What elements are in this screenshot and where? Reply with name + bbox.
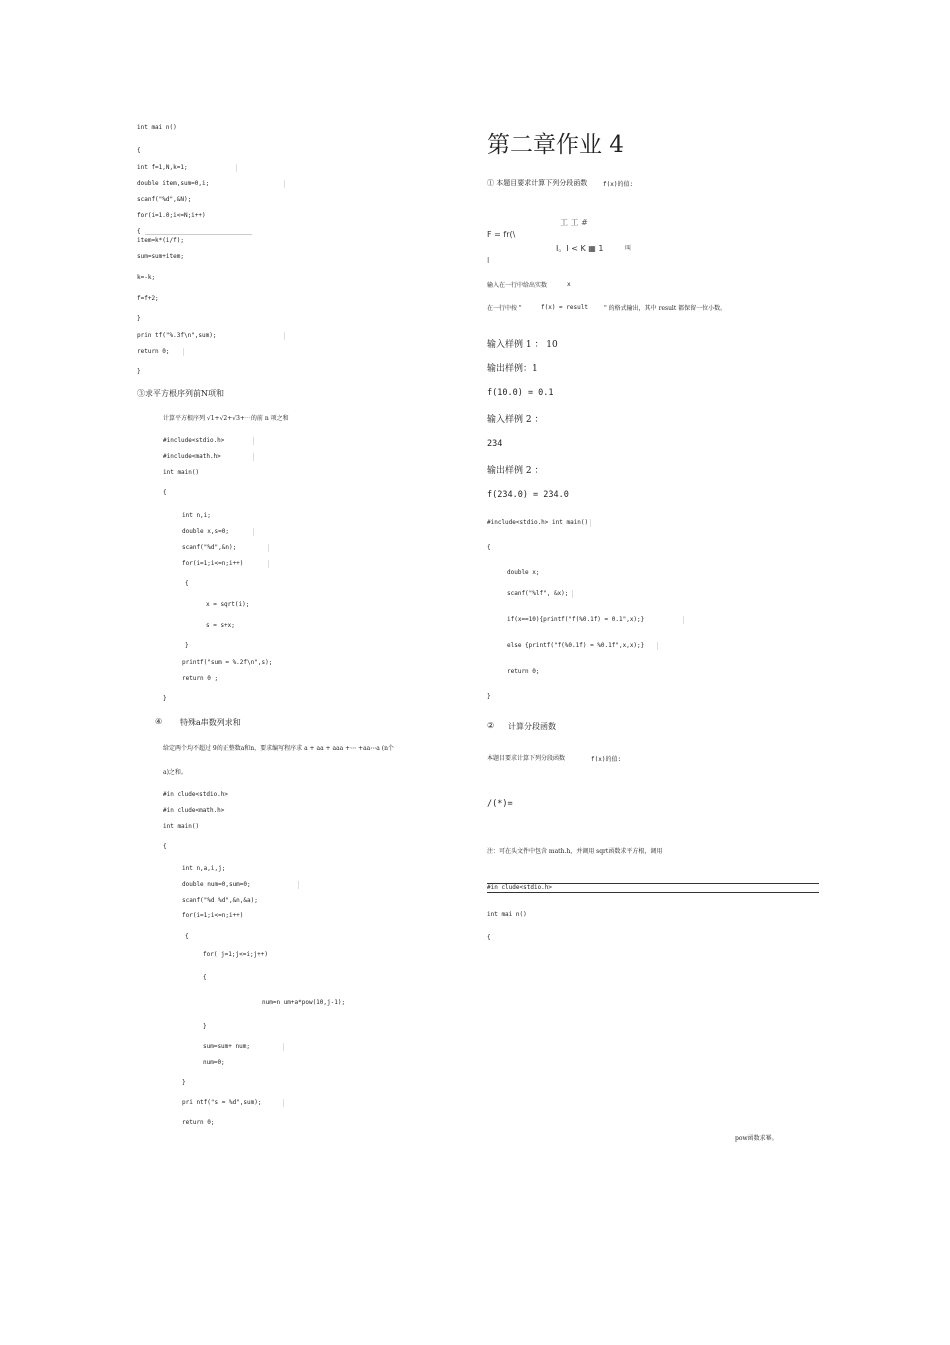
section-4-title: 特殊a串数列求和 [180, 718, 241, 727]
code-line: #include<math.h> [163, 453, 221, 460]
code-line: scanf("%d",&N); [137, 196, 192, 203]
input-desc: 输入在一行中给出实数 [487, 282, 548, 289]
code-line: for( j=1;j<=i;j++) [203, 951, 269, 958]
margin-mark [298, 881, 299, 889]
output-desc-c: " 的格式输出，其中 result 都保留一位小数。 [604, 305, 727, 312]
divider [145, 234, 252, 235]
margin-mark [657, 642, 658, 650]
code-line: int n,a,i,j; [182, 865, 226, 872]
code-line: #in clude<math.h> [163, 807, 225, 814]
code-line: } [185, 642, 189, 649]
fx-label: /(*)= [487, 799, 513, 809]
code-line: if(x==10){printf("f(%0.1f) = 0.1",x);} [507, 616, 645, 623]
section-4-number: ④ [155, 717, 163, 726]
code-line: #in clude<stdio.h> [163, 791, 229, 798]
code-line: #include<stdio.h> [163, 437, 225, 444]
margin-mark [683, 616, 684, 624]
code-line: int n,i; [182, 512, 211, 519]
note: 注：可在头文件中包含 math.h，并调用 sqrt函数求平方根，调用 [487, 848, 663, 855]
code-line: } [137, 368, 141, 375]
code-line: for(i=1.0;i<=N;i++) [137, 212, 206, 219]
margin-mark [253, 528, 254, 536]
code-line: k=-k; [137, 274, 156, 281]
margin-mark [183, 348, 184, 356]
sample-input-2: 输入样例 2 ： [487, 415, 544, 425]
code-line: int main() [163, 469, 200, 476]
code-line: int mai n() [137, 124, 177, 131]
margin-mark [572, 590, 573, 598]
page-title: 第二章作业 4 [487, 132, 624, 158]
code-line: sum=sum+ num; [203, 1043, 250, 1050]
code-line: double item,sum=0,i; [137, 180, 210, 187]
formula-small: 叫 [625, 245, 632, 252]
code-line: #include<stdio.h> int main() [487, 519, 589, 526]
code-line: #in clude<stdio.h> [487, 884, 553, 891]
section-1-fx: f(x)的值: [603, 181, 634, 188]
formula-bottom: I [487, 256, 490, 265]
sample-output-2: 输出样例 2 ： [487, 466, 544, 476]
sample-output-1: 输出样例：1 [487, 364, 538, 374]
code-line: int mai n() [487, 911, 527, 918]
margin-mark [253, 437, 254, 445]
sample-output-1-value: f(10.0) = 0.1 [487, 388, 554, 398]
formula-left: F = fr(\ [487, 230, 516, 239]
code-line: { [137, 228, 141, 235]
sample-output-2-value: f(234.0) = 234.0 [487, 490, 569, 500]
code-line: double x; [507, 569, 540, 576]
margin-mark [268, 560, 269, 568]
code-line: } [137, 315, 141, 322]
code-line: return 0 ; [182, 675, 219, 682]
code-line: return 0; [507, 668, 540, 675]
margin-mark [284, 332, 285, 340]
output-desc-a: 在一行中按 " [487, 305, 522, 312]
code-line: int f=1,N,k=1; [137, 164, 188, 171]
section-3-desc: 计算平方根序列 √1+√2+√3+⋯的前 n 项之和 [163, 415, 289, 422]
code-line: num=n um+a*pow(10,j-1); [262, 999, 346, 1006]
input-var: x [567, 281, 571, 288]
code-line: f=f+2; [137, 295, 159, 302]
margin-mark [236, 164, 237, 172]
margin-mark [268, 544, 269, 552]
margin-mark [253, 453, 254, 461]
code-line: return 0; [137, 348, 170, 355]
margin-mark [284, 180, 285, 188]
section-4-desc: 给定两个均不超过 9的正整数a和n，要求编写程序求 a + aa + aaa +⋯ +aa⋯a (n个 [163, 745, 394, 752]
code-line: x = sqrt(i); [206, 601, 250, 608]
code-line: scanf("%lf", &x); [507, 590, 569, 597]
code-line: { [185, 933, 189, 940]
margin-mark [590, 519, 591, 527]
sample-input-1: 输入样例 1 ： 10 [487, 340, 558, 350]
section-2-fx: f(x)的值: [591, 756, 622, 763]
code-line: s = s+x; [206, 622, 235, 629]
formula-right: I。I < K ▦ 1 [556, 244, 604, 253]
sample-input-2-value: 234 [487, 439, 503, 449]
code-line: double num=0,sum=0; [182, 881, 251, 888]
section-4-desc-cont: a)之和。 [163, 769, 187, 776]
code-line: } [163, 695, 167, 702]
code-line: } [182, 1079, 186, 1086]
code-line: num=0; [203, 1059, 225, 1066]
code-line: scanf("%d",&n); [182, 544, 237, 551]
section-2-desc: 本题目要求计算下列分段函数 [487, 755, 566, 762]
code-line: double x,s=0; [182, 528, 229, 535]
code-line: { [163, 843, 167, 850]
code-line: scanf("%d %d",&n,&a); [182, 897, 258, 904]
code-line: { [487, 544, 491, 551]
divider [487, 892, 819, 893]
section-2-number: ② [487, 721, 495, 730]
code-line: } [487, 693, 491, 700]
section-2-title: 计算分段函数 [508, 722, 556, 731]
code-line: { [163, 489, 167, 496]
code-line: pri ntf("s = %d",sum); [182, 1099, 262, 1106]
code-line: sum=sum+item; [137, 253, 184, 260]
section-3-title: ③求平方根序列前N项和 [137, 389, 224, 398]
code-line: item=k*(i/f); [137, 237, 184, 244]
formula-top: 工 工 # [560, 218, 588, 227]
code-line: { [185, 580, 189, 587]
margin-mark [283, 1043, 284, 1051]
code-line: int main() [163, 823, 200, 830]
code-line: { [487, 934, 491, 941]
code-line: for(i=1;i<=n;i++) [182, 912, 244, 919]
code-line: } [203, 1023, 207, 1030]
output-desc-b: f(x) = result [541, 304, 588, 311]
code-line: prin tf("%.3f\n",sum); [137, 332, 217, 339]
code-line: return 0; [182, 1119, 215, 1126]
code-line: else {printf("f(%0.1f) = %0.1f",x,x);} [507, 642, 645, 649]
code-line: for(i=1;i<=n;i++) [182, 560, 244, 567]
code-line: { [137, 147, 141, 154]
code-line: printf("sum = %.2f\n",s); [182, 659, 273, 666]
code-line: { [203, 974, 207, 981]
pow-note: pow函数求幂。 [735, 1135, 778, 1142]
section-1-title: ① 本题目要求计算下列分段函数 [487, 179, 588, 187]
margin-mark [283, 1099, 284, 1107]
